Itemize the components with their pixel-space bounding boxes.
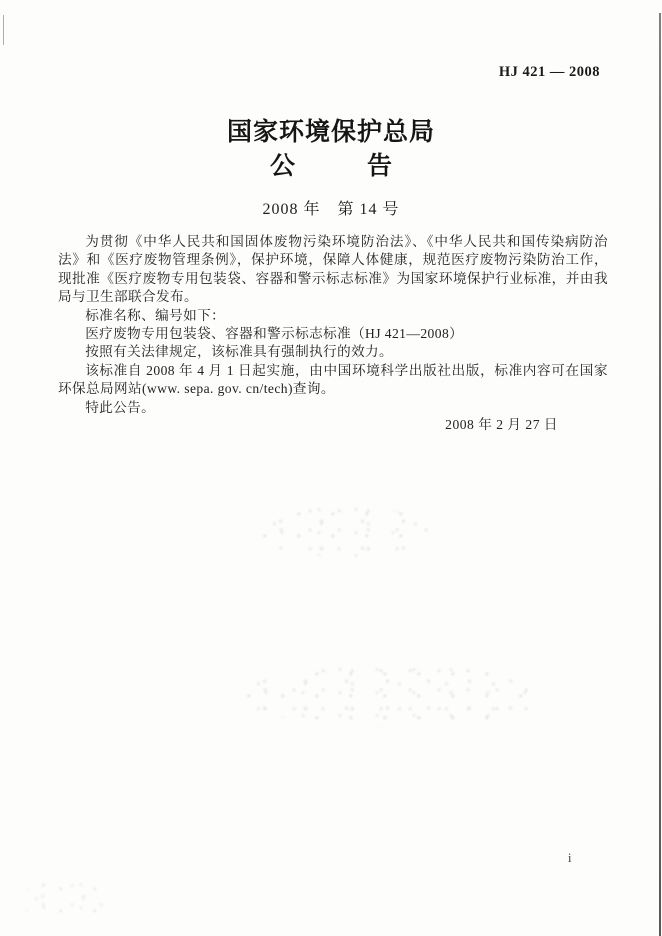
announcement-title-char-left: 公 xyxy=(269,153,295,180)
paragraph: 医疗废物专用包装袋、容器和警示标志标准（HJ 421—2008） xyxy=(85,326,464,342)
scan-smudge xyxy=(20,880,110,920)
announcement-body xyxy=(58,233,608,417)
announcement-title xyxy=(0,146,662,182)
scan-edge-mark-left xyxy=(3,15,4,45)
issuing-agency-title: 国家环境保护总局 xyxy=(226,119,435,146)
paragraph: 标准名称、编号如下： xyxy=(85,307,226,323)
announcement-title-char-right: 告 xyxy=(367,153,393,180)
paragraph: 为贯彻《中华人民共和国固体废物污染环境防治法》、《中华人民共和国传染病防治法》和《医疗废物管理条例》，保护环境，保障人体健康，规范医疗废物污染防治工作，现批准《医疗废物专用包装袋、容器和警示标志标准》为国家环境保护行业标准，并由我局与卫生部联合发布。 xyxy=(58,234,608,305)
issue-number: 2008 年 第 14 号 xyxy=(262,201,400,218)
paragraph: 该标准自 2008 年 4 月 1 日起实施，由中国环境科学出版社出版，标准内容可在国家环保总局网站(www. sepa. gov. cn/tech)查询。 xyxy=(58,362,608,397)
announcement-date: 2008 年 2 月 27 日 xyxy=(445,417,558,432)
paragraph: 特此公告。 xyxy=(85,399,156,415)
scan-smudge xyxy=(242,665,542,727)
standard-code-header: HJ 421 — 2008 xyxy=(498,64,600,80)
paragraph: 按照有关法律规定，该标准具有强制执行的效力。 xyxy=(85,344,394,360)
scan-smudge xyxy=(258,505,428,557)
page-number: i xyxy=(568,851,572,865)
